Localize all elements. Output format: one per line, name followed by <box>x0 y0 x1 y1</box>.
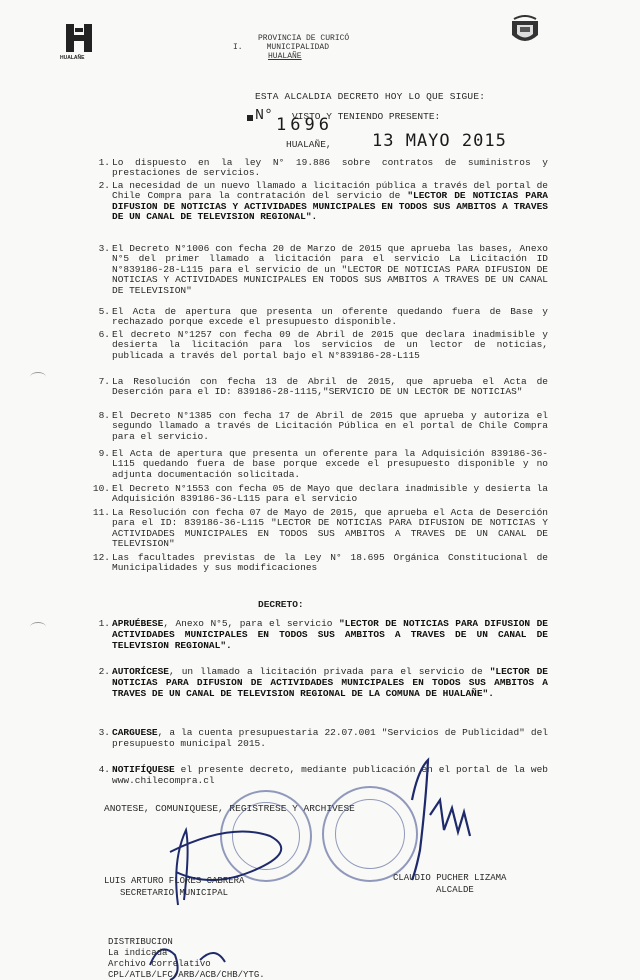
secretary-seal-inner <box>232 802 300 870</box>
decreto-heading: DECRETO: <box>258 599 304 610</box>
considerando-item: 2. La necesidad de un nuevo llamado a licitación pública a través del portal de Chile Compra para la contratación del servicio de "LECTOR DE NOTICIAS PARA DIFUSION DE NOTICIAS Y ACTIVIDADES MUNICIPALES EN TODOS SUS AMBITOS A TRAVES DE UN CANAL DE TELEVISION REGIONAL". <box>98 180 549 223</box>
decree-date-stamp: 13 MAYO 2015 <box>372 131 507 151</box>
secretary-title: SECRETARIO MUNICIPAL <box>120 888 229 898</box>
mayor-title: ALCALDE <box>436 885 474 895</box>
considerando-item: 11. La Resolución con fecha 07 de Mayo de 2015, que aprueba el Acta de Deserción para el ID: 839186-36-L115 "LECTOR DE NOTICIAS PARA DIFUSION DE NOTICIAS Y ACTIVIDADES MUNICIPALES EN TODOS SUS AMBITOS A TRAVES DE UN CANAL DE TELEVISION" <box>92 507 548 550</box>
municipality-logo-icon <box>62 22 102 58</box>
considerando-item: 6. El decreto N°1257 con fecha 09 de Abril de 2015 que declara inadmisible y desierta la licitación para los servicios de un lector de noticias, publicada a través del portal bajo el N°839186-28-L115 <box>98 329 548 361</box>
distribution-title: DISTRIBUCION <box>108 937 173 947</box>
considerando-item: 7. La Resolución con fecha 13 de Abril de 2015, que aprueba el Acta de Deserción para el ID: 839186-28-1115,"SERVICIO DE UN LECTOR DE NOTICIAS" <box>98 376 548 398</box>
number-label: N° <box>255 107 274 124</box>
punch-hole-mark <box>30 622 46 632</box>
distribution-line: La indicada <box>108 948 168 958</box>
mayor-seal-inner <box>335 799 405 869</box>
decree-intro: ESTA ALCALDIA DECRETO HOY LO QUE SIGUE: <box>255 91 486 102</box>
considerando-item: 9. El Acta de apertura que presenta un oferente para la Adquisición 839186-36-L115 quedando fuera de base porque excede el presupuesto disponible y no adjunta documentación solicitada. <box>98 448 548 480</box>
distribution-line: CPL/ATLB/LFC/ARB/ACB/CHB/YTG. <box>108 970 265 980</box>
logo-text: HUALAÑE <box>60 55 85 61</box>
decree-place: HUALAÑE, <box>286 139 332 150</box>
considerando-item: 10. El Decreto N°1553 con fecha 05 de Mayo que declara inadmisible y desierta la Adquisición 839186-36-L115 para el servicio <box>92 483 548 505</box>
considerando-item: 8. El Decreto N°1385 con fecha 17 de Abril de 2015 que aprueba y autoriza el segundo llamado a través de Licitación Pública en el portal de Chile Compra para el servicio. <box>98 410 548 442</box>
municipality-line: I. MUNICIPALIDAD <box>233 43 330 52</box>
punch-hole-mark <box>30 372 46 382</box>
coat-of-arms-icon <box>508 15 542 49</box>
distribution-line: Archivo correlativo <box>108 959 211 969</box>
resolutivo-item: 2. AUTORÍCESE, un llamado a licitación privada para el servicio de "LECTOR DE NOTICIAS PARA DIFUSION DE ACTIVIDADES MUNICIPALES EN TODOS SUS AMBITOS A TRAVES DE UN CANAL DE TELEVISION REGIONAL DE LA COMUNA DE HUALAÑE". <box>98 666 548 699</box>
considerando-item: 1. Lo dispuesto en la ley N° 19.886 sobre contratos de suministros y prestaciones de servicios. <box>98 157 548 179</box>
province-line: PROVINCIA DE CURICÓ <box>258 34 350 43</box>
visto-heading: VISTO Y TENIENDO PRESENTE: <box>292 111 441 122</box>
commune-line: HUALAÑE <box>268 52 302 61</box>
resolutivo-item: 3. CARGUESE, a la cuenta presupuestaria 22.07.001 "Servicios de Publicidad" del presupuesto municipal 2015. <box>98 727 548 749</box>
secretary-name: LUIS ARTURO FLORES CABRERA <box>104 876 245 886</box>
considerando-item: 5. El Acta de apertura que presenta un oferente quedando fuera de Base y rechazado porque excede el presupuesto disponible. <box>98 306 548 328</box>
resolutivo-item: 1. APRUÉBESE, Anexo N°5, para el servicio "LECTOR DE NOTICIAS PARA DIFUSION DE ACTIVIDADES MUNICIPALES EN TODOS SUS AMBITOS A TRAVES DE UN CANAL DE TELEVISION REGIONAL". <box>98 618 548 651</box>
considerando-item: 12. Las facultades previstas de la Ley N° 18.695 Orgánica Constitucional de Municipalidades y sus modificaciones <box>92 552 548 574</box>
decree-number: 1696 <box>276 115 333 135</box>
resolutivo-item: 4. NOTIFÍQUESE el presente decreto, mediante publicación en el portal de la web www.chilecompra.cl <box>98 764 548 786</box>
closing-formula: ANOTESE, COMUNIQUESE, REGISTRESE Y ARCHIVESE <box>104 803 355 814</box>
considerando-item: 3. El Decreto N°1006 con fecha 20 de Marzo de 2015 que aprueba las bases, Anexo N°5 del primer llamado a licitación para el servicio La Licitación ID N°839186-28-L115 para el servicio de un "LECTOR DE NOTICIAS PARA DIFUSION DE NOTICIAS Y ACTIVIDADES MUNICIPALES EN TODOS SUS AMBITOS A TRAVES DE UN CANAL DE TELEVISION" <box>98 243 548 296</box>
mayor-name: CLAUDIO PUCHER LIZAMA <box>393 873 507 883</box>
